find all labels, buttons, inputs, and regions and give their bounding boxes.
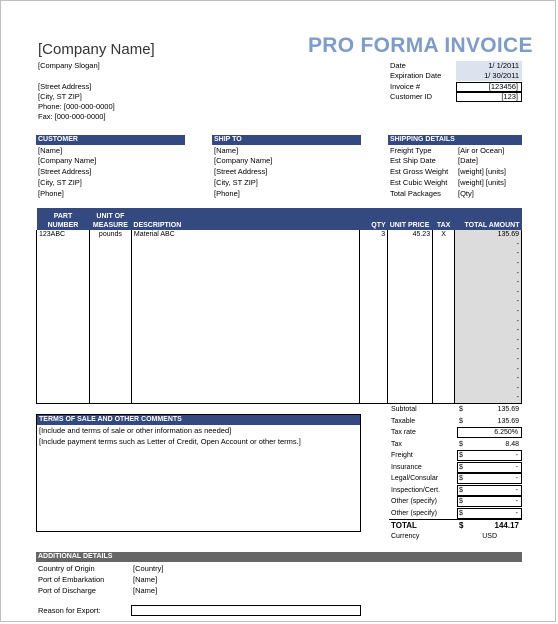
- cell-tax[interactable]: [433, 307, 455, 317]
- cell-unit-of-measure[interactable]: [89, 288, 131, 298]
- additional-value[interactable]: [Name]: [133, 575, 158, 584]
- totals-currency: $: [459, 406, 463, 413]
- totals-label: Tax: [391, 440, 402, 448]
- cell-description[interactable]: [131, 288, 359, 298]
- totals-row: [389, 439, 522, 450]
- cell-unit-of-measure[interactable]: pounds: [89, 230, 131, 240]
- cell-unit-of-measure[interactable]: [89, 259, 131, 269]
- cell-qty[interactable]: [360, 384, 388, 394]
- cell-total-amount: -: [455, 374, 522, 384]
- meta-value[interactable]: 1/ 1/2011: [456, 61, 522, 71]
- cell-description[interactable]: [131, 278, 359, 288]
- cell-unit-of-measure[interactable]: [89, 278, 131, 288]
- cell-part-number[interactable]: [37, 259, 90, 269]
- shipping-label: Freight Type: [390, 146, 432, 155]
- cell-tax[interactable]: [433, 259, 455, 269]
- cell-unit-price[interactable]: [388, 316, 433, 326]
- cell-part-number[interactable]: [37, 249, 90, 259]
- cell-description[interactable]: [131, 355, 359, 365]
- items-table: [36, 208, 522, 404]
- totals-value[interactable]: -: [457, 462, 522, 473]
- cell-unit-price[interactable]: [388, 297, 433, 307]
- cell-part-number[interactable]: [37, 288, 90, 298]
- cell-unit-price[interactable]: [388, 268, 433, 278]
- cell-description[interactable]: [131, 393, 359, 403]
- shipping-label: Est Cubic Weight: [390, 178, 448, 187]
- cell-qty[interactable]: [360, 355, 388, 365]
- additional-label: Port of Discharge: [38, 586, 96, 595]
- cell-description[interactable]: [131, 268, 359, 278]
- totals-label: Insurance: [391, 463, 422, 471]
- cell-tax[interactable]: [433, 297, 455, 307]
- cell-unit-of-measure[interactable]: [89, 355, 131, 365]
- cell-tax[interactable]: [433, 364, 455, 374]
- cell-unit-price[interactable]: [388, 307, 433, 317]
- cell-total-amount: -: [455, 288, 522, 298]
- reason-label: Reason for Export:: [38, 606, 101, 615]
- shipping-label: Total Packages: [390, 189, 441, 198]
- ship-to-line[interactable]: [Company Name]: [214, 156, 273, 165]
- cell-description[interactable]: [131, 336, 359, 346]
- cell-unit-price[interactable]: [388, 240, 433, 250]
- totals-currency: $: [459, 486, 463, 494]
- grand-total-value: 144.17: [494, 521, 519, 530]
- cell-tax[interactable]: [433, 393, 455, 403]
- cell-tax[interactable]: [433, 336, 455, 346]
- table-row: [37, 268, 522, 278]
- customer-line[interactable]: [Phone]: [38, 189, 64, 198]
- cell-unit-price[interactable]: [388, 249, 433, 259]
- cell-description[interactable]: [131, 364, 359, 374]
- shipping-heading: SHIPPING DETAILS: [388, 135, 522, 145]
- ship-to-line[interactable]: [Street Address]: [214, 167, 268, 176]
- cell-description[interactable]: [131, 259, 359, 269]
- totals-row: [389, 416, 522, 427]
- shipping-value[interactable]: [weight] [units]: [458, 178, 506, 187]
- additional-label: Port of Embarkation: [38, 575, 105, 584]
- cell-part-number[interactable]: [37, 355, 90, 365]
- cell-tax[interactable]: [433, 384, 455, 394]
- cell-qty[interactable]: [360, 278, 388, 288]
- cell-total-amount: -: [455, 249, 522, 259]
- shipping-label: Est Gross Weight: [390, 167, 449, 176]
- cell-description[interactable]: [131, 374, 359, 384]
- totals-label: Other (specify): [391, 498, 437, 505]
- meta-label: Date: [390, 61, 406, 70]
- shipping-value[interactable]: [Date]: [458, 156, 479, 165]
- totals-label: Tax rate: [391, 429, 416, 436]
- shipping-value[interactable]: [Qty]: [458, 189, 474, 198]
- totals-currency: $: [459, 417, 463, 425]
- shipping-value[interactable]: [weight] [units]: [458, 167, 506, 176]
- totals-row: [389, 462, 522, 473]
- cell-part-number[interactable]: [37, 364, 90, 374]
- totals-label: Freight: [391, 452, 413, 459]
- cell-qty[interactable]: 3: [360, 230, 388, 240]
- company-name: [Company Name]: [38, 41, 155, 58]
- totals-row: [389, 508, 522, 519]
- shipping-value[interactable]: [Air or Ocean]: [458, 146, 505, 155]
- totals-row: [389, 496, 522, 507]
- cell-part-number[interactable]: [37, 393, 90, 403]
- cell-part-number[interactable]: [37, 278, 90, 288]
- cell-unit-price[interactable]: 45.23: [388, 230, 433, 240]
- company-city: [City, ST ZIP]: [38, 92, 82, 101]
- additional-label: Country of Origin: [38, 564, 95, 573]
- totals-label: Inspection/Cert.: [391, 486, 441, 494]
- cell-total-amount: -: [455, 297, 522, 307]
- totals-currency: $: [459, 509, 463, 517]
- cell-tax[interactable]: [433, 278, 455, 288]
- table-row: [37, 297, 522, 307]
- cell-qty[interactable]: [360, 336, 388, 346]
- cell-description[interactable]: [131, 307, 359, 317]
- table-row: [37, 364, 522, 374]
- cell-unit-of-measure[interactable]: [89, 374, 131, 384]
- totals-value[interactable]: -: [457, 473, 522, 484]
- shipping-label: Est Ship Date: [390, 156, 436, 165]
- cell-unit-of-measure[interactable]: [89, 345, 131, 355]
- cell-tax[interactable]: [433, 316, 455, 326]
- additional-value[interactable]: [Name]: [133, 586, 158, 595]
- company-fax: Fax: [000-000-0000]: [38, 112, 106, 121]
- reason-input[interactable]: [131, 605, 361, 616]
- totals-currency: $: [459, 440, 463, 448]
- col-tax: TAX: [433, 208, 455, 230]
- additional-heading: ADDITIONAL DETAILS: [36, 552, 522, 562]
- cell-unit-of-measure[interactable]: [89, 336, 131, 346]
- totals-row: [389, 427, 522, 438]
- cell-total-amount: -: [455, 278, 522, 288]
- cell-tax[interactable]: [433, 345, 455, 355]
- col-unit-of-measure: UNIT OF MEASURE: [89, 208, 131, 230]
- totals-row: [389, 473, 522, 484]
- cell-description[interactable]: [131, 345, 359, 355]
- cell-unit-of-measure[interactable]: [89, 240, 131, 250]
- table-row: [37, 288, 522, 298]
- cell-part-number[interactable]: [37, 240, 90, 250]
- cell-total-amount: -: [455, 345, 522, 355]
- meta-value[interactable]: [123456]: [456, 82, 522, 92]
- table-row: [37, 374, 522, 384]
- grand-total-currency: $: [459, 521, 464, 530]
- cell-total-amount: -: [455, 384, 522, 394]
- customer-line[interactable]: [Company Name]: [38, 156, 97, 165]
- col-qty: QTY: [360, 208, 388, 230]
- cell-unit-price[interactable]: [388, 374, 433, 384]
- cell-unit-price[interactable]: [388, 393, 433, 403]
- totals-value[interactable]: 6.250%: [457, 427, 522, 438]
- meta-value[interactable]: 1/ 30/2011: [456, 71, 522, 81]
- cell-unit-of-measure[interactable]: [89, 268, 131, 278]
- cell-part-number[interactable]: [37, 326, 90, 336]
- table-row: [37, 326, 522, 336]
- terms-line[interactable]: [Include and terms of sale or other information as needed]: [39, 426, 232, 435]
- cell-qty[interactable]: [360, 268, 388, 278]
- cell-total-amount: -: [455, 326, 522, 336]
- totals-currency: $: [459, 463, 463, 471]
- cell-part-number[interactable]: [37, 374, 90, 384]
- cell-unit-price[interactable]: [388, 355, 433, 365]
- table-row: [37, 345, 522, 355]
- cell-tax[interactable]: [433, 374, 455, 384]
- meta-value[interactable]: [123]: [456, 92, 522, 102]
- cell-unit-of-measure[interactable]: [89, 307, 131, 317]
- cell-qty[interactable]: [360, 364, 388, 374]
- totals-value[interactable]: -: [457, 496, 522, 507]
- cell-part-number[interactable]: [37, 336, 90, 346]
- col-part-number: PART NUMBER: [37, 208, 90, 230]
- cell-qty[interactable]: [360, 326, 388, 336]
- cell-total-amount: -: [455, 316, 522, 326]
- cell-part-number[interactable]: [37, 297, 90, 307]
- cell-tax[interactable]: [433, 326, 455, 336]
- cell-part-number[interactable]: [37, 316, 90, 326]
- customer-line[interactable]: [City, ST ZIP]: [38, 178, 82, 187]
- cell-unit-price[interactable]: [388, 278, 433, 288]
- terms-box: [36, 414, 361, 532]
- meta-label: Customer ID: [390, 92, 433, 101]
- totals-value[interactable]: -: [457, 508, 522, 519]
- table-row: [37, 307, 522, 317]
- currency-row: [389, 531, 522, 542]
- cell-part-number[interactable]: [37, 307, 90, 317]
- ship-to-line[interactable]: [Phone]: [214, 189, 240, 198]
- company-phone: Phone: [000-000-0000]: [38, 102, 115, 111]
- meta-label: Invoice #: [390, 82, 421, 91]
- cell-qty[interactable]: [360, 374, 388, 384]
- cell-unit-of-measure[interactable]: [89, 326, 131, 336]
- cell-description[interactable]: [131, 384, 359, 394]
- table-row: [37, 393, 522, 403]
- cell-part-number[interactable]: 123ABC: [37, 230, 90, 240]
- cell-description[interactable]: [131, 249, 359, 259]
- cell-description[interactable]: [131, 326, 359, 336]
- cell-qty[interactable]: [360, 240, 388, 250]
- ship-to-heading: SHIP TO: [212, 135, 361, 145]
- cell-total-amount: -: [455, 336, 522, 346]
- cell-unit-price[interactable]: [388, 364, 433, 374]
- ship-to-line[interactable]: [City, ST ZIP]: [214, 178, 258, 187]
- table-row: [37, 384, 522, 394]
- cell-tax[interactable]: [433, 240, 455, 250]
- additional-value[interactable]: [Country]: [133, 564, 164, 573]
- totals-label: Subtotal: [391, 406, 417, 413]
- cell-unit-of-measure[interactable]: [89, 364, 131, 374]
- table-row: [37, 336, 522, 346]
- cell-total-amount: -: [455, 364, 522, 374]
- totals-label: Legal/Consular: [391, 475, 439, 482]
- cell-unit-price[interactable]: [388, 336, 433, 346]
- cell-tax[interactable]: [433, 249, 455, 259]
- table-row: [37, 259, 522, 269]
- currency-value[interactable]: USD: [482, 533, 497, 540]
- totals-value: 135.69: [497, 406, 519, 413]
- cell-unit-of-measure[interactable]: [89, 384, 131, 394]
- company-street: [Street Address]: [38, 82, 92, 91]
- cell-tax[interactable]: [433, 355, 455, 365]
- cell-description[interactable]: [131, 240, 359, 250]
- cell-total-amount: 135.69: [455, 230, 522, 240]
- customer-line[interactable]: [Street Address]: [38, 167, 92, 176]
- terms-line[interactable]: [Include payment terms such as Letter of Credit, Open Account or other terms.]: [39, 437, 301, 446]
- totals-value: 135.69: [497, 417, 519, 425]
- totals-row: [389, 485, 522, 496]
- cell-description[interactable]: Material ABC: [131, 230, 359, 240]
- cell-unit-price[interactable]: [388, 259, 433, 269]
- cell-part-number[interactable]: [37, 345, 90, 355]
- totals-currency: $: [459, 475, 463, 482]
- cell-unit-price[interactable]: [388, 288, 433, 298]
- col-unit-price: UNIT PRICE: [388, 208, 433, 230]
- cell-total-amount: -: [455, 355, 522, 365]
- totals-value: 8.48: [505, 440, 519, 448]
- customer-heading: CUSTOMER: [36, 135, 185, 145]
- cell-total-amount: -: [455, 307, 522, 317]
- cell-unit-price[interactable]: [388, 345, 433, 355]
- cell-description[interactable]: [131, 316, 359, 326]
- cell-total-amount: -: [455, 259, 522, 269]
- cell-qty[interactable]: [360, 297, 388, 307]
- currency-label: Currency: [391, 533, 420, 540]
- cell-part-number[interactable]: [37, 384, 90, 394]
- cell-unit-of-measure[interactable]: [89, 297, 131, 307]
- totals-value[interactable]: -: [457, 485, 522, 496]
- terms-heading: TERMS OF SALE AND OTHER COMMENTS: [37, 415, 360, 425]
- totals-value[interactable]: -: [457, 450, 522, 461]
- totals-row: [389, 450, 522, 461]
- table-row: [37, 316, 522, 326]
- items-header-row: [37, 208, 522, 230]
- cell-unit-of-measure[interactable]: [89, 249, 131, 259]
- cell-tax[interactable]: [433, 268, 455, 278]
- ship-to-line[interactable]: [Name]: [214, 146, 239, 155]
- cell-total-amount: -: [455, 240, 522, 250]
- customer-line[interactable]: [Name]: [38, 146, 63, 155]
- cell-qty[interactable]: [360, 249, 388, 259]
- grand-total-label: TOTAL: [391, 521, 417, 530]
- col-total-amount: TOTAL AMOUNT: [455, 208, 522, 230]
- cell-part-number[interactable]: [37, 268, 90, 278]
- invoice-title: PRO FORMA INVOICE: [308, 34, 533, 57]
- cell-total-amount: -: [455, 268, 522, 278]
- table-row: [37, 249, 522, 259]
- table-row: [37, 278, 522, 288]
- cell-qty[interactable]: [360, 393, 388, 403]
- totals-currency: $: [459, 498, 463, 505]
- cell-tax[interactable]: [433, 288, 455, 298]
- totals-label: Taxable: [391, 417, 416, 425]
- cell-description[interactable]: [131, 297, 359, 307]
- cell-total-amount: -: [455, 393, 522, 403]
- table-row: [37, 240, 522, 250]
- totals-label: Other (specify): [391, 509, 437, 517]
- cell-qty[interactable]: [360, 316, 388, 326]
- cell-unit-price[interactable]: [388, 384, 433, 394]
- col-description: DESCRIPTION: [131, 208, 359, 230]
- cell-qty[interactable]: [360, 345, 388, 355]
- cell-unit-of-measure[interactable]: [89, 316, 131, 326]
- cell-tax[interactable]: X: [433, 230, 455, 240]
- table-row: [37, 230, 522, 240]
- cell-qty[interactable]: [360, 259, 388, 269]
- cell-qty[interactable]: [360, 288, 388, 298]
- company-slogan: [Company Slogan]: [38, 61, 100, 70]
- totals-row: [389, 404, 522, 415]
- cell-unit-of-measure[interactable]: [89, 393, 131, 403]
- totals-currency: $: [459, 452, 463, 459]
- table-row: [37, 355, 522, 365]
- grand-total-row: [389, 520, 522, 531]
- meta-label: Expiration Date: [390, 71, 442, 80]
- cell-unit-price[interactable]: [388, 326, 433, 336]
- cell-qty[interactable]: [360, 307, 388, 317]
